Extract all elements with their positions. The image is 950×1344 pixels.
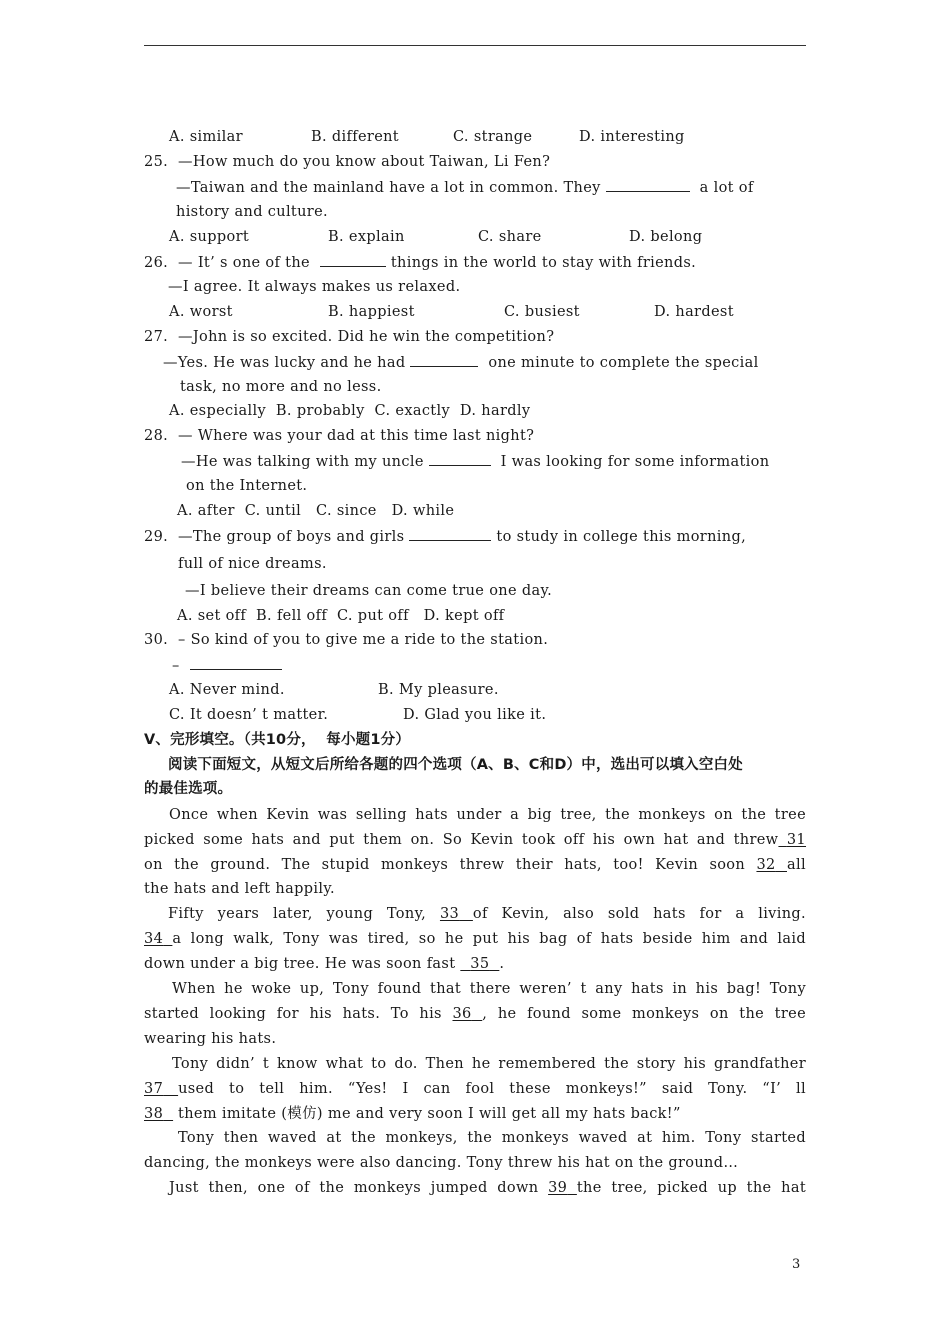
q30-options-row1 (144, 679, 806, 701)
passage-line (144, 953, 806, 975)
q28-text-a: —He was talking with my uncle (181, 454, 424, 470)
passage-line: Tony didn’ t know what to do. Then he remembered the story his grandfather (172, 1056, 806, 1072)
passage-line (169, 1177, 806, 1199)
option-b: B. happiest (328, 304, 415, 320)
q30-reply (172, 654, 834, 676)
option-c: C. strange (453, 129, 533, 145)
q27-options: A. especially B. probably C. exactly D. hardly (169, 403, 531, 419)
option-d: D. Glad you like it. (403, 707, 547, 723)
q28-reply (181, 450, 806, 472)
q25-answer-line (176, 176, 806, 198)
option-b: B. explain (328, 229, 405, 245)
passage-line: wearing his hats. (144, 1031, 277, 1047)
blank-number: 31 (786, 832, 807, 848)
option-d: D. belong (629, 229, 703, 245)
option-a: A. support (169, 229, 250, 245)
blank-37 (144, 1081, 178, 1097)
q25-text-b: a lot of (699, 180, 754, 196)
answer-blank (410, 351, 478, 367)
q29-question (144, 525, 806, 547)
option-c: C. share (478, 229, 542, 245)
q28-cont: on the Internet. (186, 478, 308, 494)
passage-text: down under a big tree. He was soon fast (144, 956, 456, 972)
q29-options: A. set off B. fell off C. put off D. kept off (177, 608, 505, 624)
passage-text: picked some hats and put them on. So Kevin took off his own hat and threw (144, 832, 779, 848)
blank-34 (144, 931, 172, 947)
q26-reply: —I agree. It always makes us relaxed. (168, 279, 461, 295)
answer-blank (190, 654, 282, 670)
passage-text: , he found some monkeys on the tree (482, 1006, 806, 1022)
q27-question: 27. —John is so excited. Did he win the competition? (144, 329, 555, 345)
answer-blank (409, 525, 491, 541)
q26-text-a: 26. — It’ s one of the (144, 255, 310, 271)
passage-line: When he woke up, Tony found that there weren’ t any hats in his bag! Tony (172, 981, 806, 997)
passage-text: . (499, 956, 505, 972)
q28-text-b: I was looking for some information (500, 454, 770, 470)
blank-number: 37 (144, 1081, 164, 1097)
blank-32 (756, 857, 787, 873)
option-d: D. hardest (654, 304, 734, 320)
passage-text: Fifty years later, young Tony, (168, 906, 427, 922)
q27-text-b: one minute to complete the special (488, 355, 759, 371)
blank-31 (778, 832, 806, 848)
passage-text: all (787, 857, 806, 873)
blank-number: 39 (548, 1180, 568, 1196)
passage-text: started looking for his hats. To his (144, 1006, 442, 1022)
q29-cont: full of nice dreams. (178, 556, 327, 572)
blank-number: 33 (439, 906, 460, 922)
passage-text: a long walk, Tony was tired, so he put his bag of hats beside him and laid (172, 931, 806, 947)
passage-line: Tony then waved at the monkeys, the monkeys waved at him. Tony started (178, 1130, 806, 1146)
q27-reply (163, 351, 806, 373)
option-a: A. Never mind. (169, 682, 285, 698)
q25-question: 25. —How much do you know about Taiwan, Li Fen? (144, 154, 551, 170)
blank-number: 36 (452, 1006, 472, 1022)
q29-text-a: 29. —The group of boys and girls (144, 529, 405, 545)
header-rule (144, 45, 806, 46)
option-b: B. My pleasure. (378, 682, 499, 698)
blank-number: 38 (144, 1106, 164, 1122)
q25-options (144, 226, 806, 248)
passage-line (144, 829, 806, 851)
q27-text-a: —Yes. He was lucky and he had (163, 355, 406, 371)
option-d: D. interesting (579, 129, 685, 145)
passage-line (144, 928, 806, 950)
q30-question: 30. – So kind of you to give me a ride to the station. (144, 632, 549, 648)
passage-line (144, 854, 806, 876)
passage-text: the tree, picked up the hat (576, 1180, 806, 1196)
q25-cont: history and culture. (176, 204, 328, 220)
blank-36 (452, 1006, 482, 1022)
q26-options (144, 301, 806, 323)
blank-number: 32 (756, 857, 776, 873)
q26-question (144, 251, 806, 273)
section-title: V、完形填空。（共10分， 每小题1分） (144, 732, 411, 748)
blank-38 (144, 1106, 173, 1122)
blank-number: 35 (470, 956, 490, 972)
blank-35 (460, 956, 499, 972)
blank-number: 34 (144, 931, 164, 947)
q28-options: A. after C. until C. since D. while (177, 503, 455, 519)
passage-text: used to tell him. “Yes! I can fool these monkeys!” said Tony. “I’ ll (178, 1081, 806, 1097)
passage-line: the hats and left happily. (144, 881, 335, 897)
blank-39 (548, 1180, 577, 1196)
q29-text-b: to study in college this morning, (496, 529, 747, 545)
page-number: 3 (792, 1257, 801, 1272)
q26-text-b: things in the world to stay with friends. (390, 255, 697, 271)
q24-options (144, 126, 806, 148)
passage-text: them imitate (模仿) me and very soon I will get all my hats back!” (178, 1106, 681, 1122)
passage-line (168, 903, 806, 925)
q30-dash: – (172, 658, 180, 674)
section-instructions-cont: 的最佳选项。 (144, 781, 233, 797)
passage-text: on the ground. The stupid monkeys threw their hats, too! Kevin soon (144, 857, 746, 873)
answer-blank (606, 176, 690, 192)
q28-question: 28. — Where was your dad at this time last night? (144, 428, 535, 444)
passage-line: Once when Kevin was selling hats under a big tree, the monkeys on the tree (169, 807, 806, 823)
passage-line: dancing, the monkeys were also dancing. Tony threw his hat on the ground… (144, 1155, 739, 1171)
option-a: A. worst (169, 304, 233, 320)
q29-reply: —I believe their dreams can come true one day. (185, 583, 553, 599)
answer-blank (320, 251, 386, 267)
passage-line (144, 1003, 806, 1025)
answer-blank (429, 450, 491, 466)
passage-line (144, 1103, 806, 1125)
option-b: B. different (311, 129, 399, 145)
passage-text: Just then, one of the monkeys jumped down (169, 1180, 539, 1196)
q27-cont: task, no more and no less. (180, 379, 382, 395)
option-c: C. It doesn’ t matter. (169, 707, 329, 723)
option-c: C. busiest (504, 304, 580, 320)
section-instructions: 阅读下面短文，从短文后所给各题的四个选项（A、B、C和D）中，选出可以填入空白处 (168, 757, 743, 773)
passage-text: of Kevin, also sold hats for a living. (472, 906, 806, 922)
blank-33 (440, 906, 473, 922)
q25-text-a: —Taiwan and the mainland have a lot in common. They (176, 180, 601, 196)
q30-options-row2 (144, 704, 806, 726)
passage-line (144, 1078, 806, 1100)
option-a: A. similar (169, 129, 243, 145)
